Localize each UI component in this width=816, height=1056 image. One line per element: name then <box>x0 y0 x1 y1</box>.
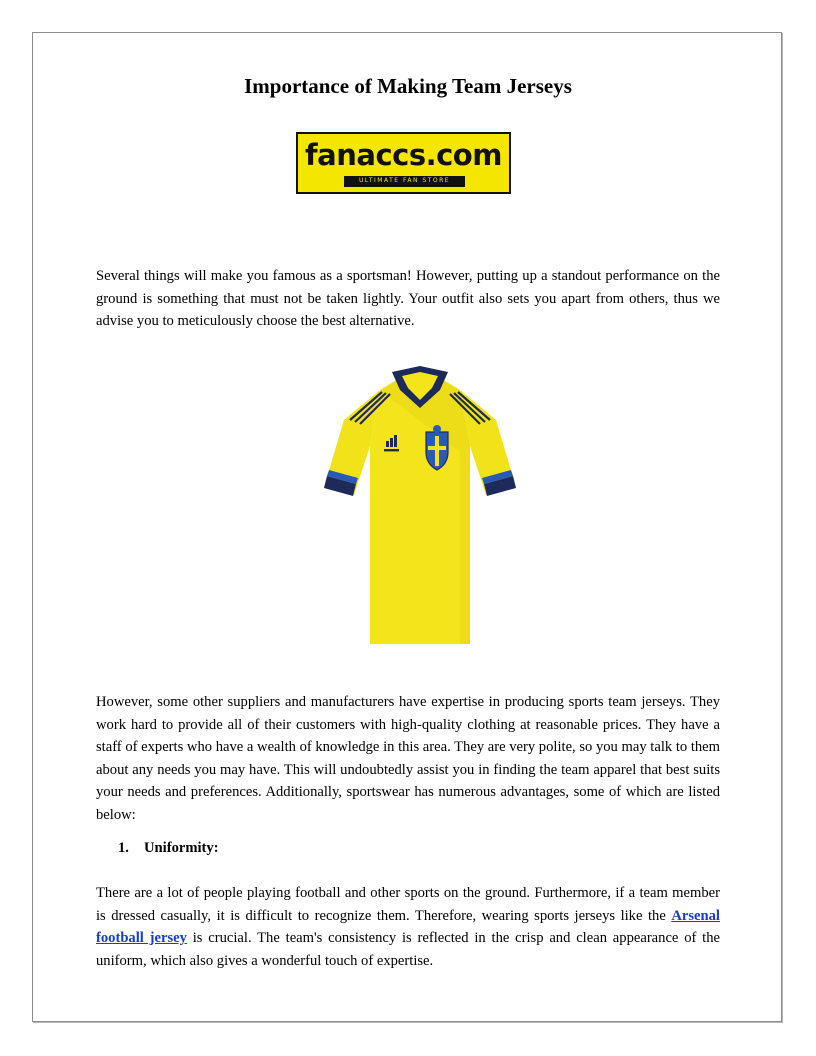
paragraph-text-after-link: is crucial. The team's consistency is reflected in the crisp and clean appearance of the uniform, which also gives a wonderful touch of expertise. <box>96 930 720 969</box>
intro-paragraph: Several things will make you famous as a sportsman! However, putting up a standout performance on the ground is something that must not be taken lightly. Your outfit also sets you apart from others, thus we advise you to meticulously choose the best alternative. <box>96 268 720 329</box>
fanaccs-logo <box>296 132 511 194</box>
page-title: Importance of Making Team Jerseys <box>244 74 572 98</box>
paragraph-text-before-link: There are a lot of people playing football and other sports on the ground. Furthermore, if a team member is dressed casually, it is difficult to recognize them. Therefore, wearing sports jerseys like the <box>96 885 720 924</box>
list-number: 1. <box>118 840 129 856</box>
logo-text: fanaccs.com <box>305 138 502 172</box>
list-label: Uniformity: <box>144 840 219 856</box>
arsenal-jersey-link[interactable]: Arsenal football jersey <box>96 907 720 946</box>
uniformity-paragraph <box>96 882 720 972</box>
suppliers-paragraph: However, some other suppliers and manufacturers have expertise in producing sports team jerseys. They work hard to provide all of their customers with high-quality clothing at reasonable prices. They have a staff of experts who have a wealth of knowledge in this area. They are very polite, so you may talk to them about any needs you may have. This will undoubtedly assist you in finding the team apparel that best suits your needs and preferences. Additionally, sportswear has numerous advantages, some of which are listed below: <box>96 694 720 823</box>
list-item <box>118 840 219 857</box>
yellow-football-jersey-icon <box>322 362 518 652</box>
logo-tagline: ULTIMATE FAN STORE <box>358 177 451 184</box>
